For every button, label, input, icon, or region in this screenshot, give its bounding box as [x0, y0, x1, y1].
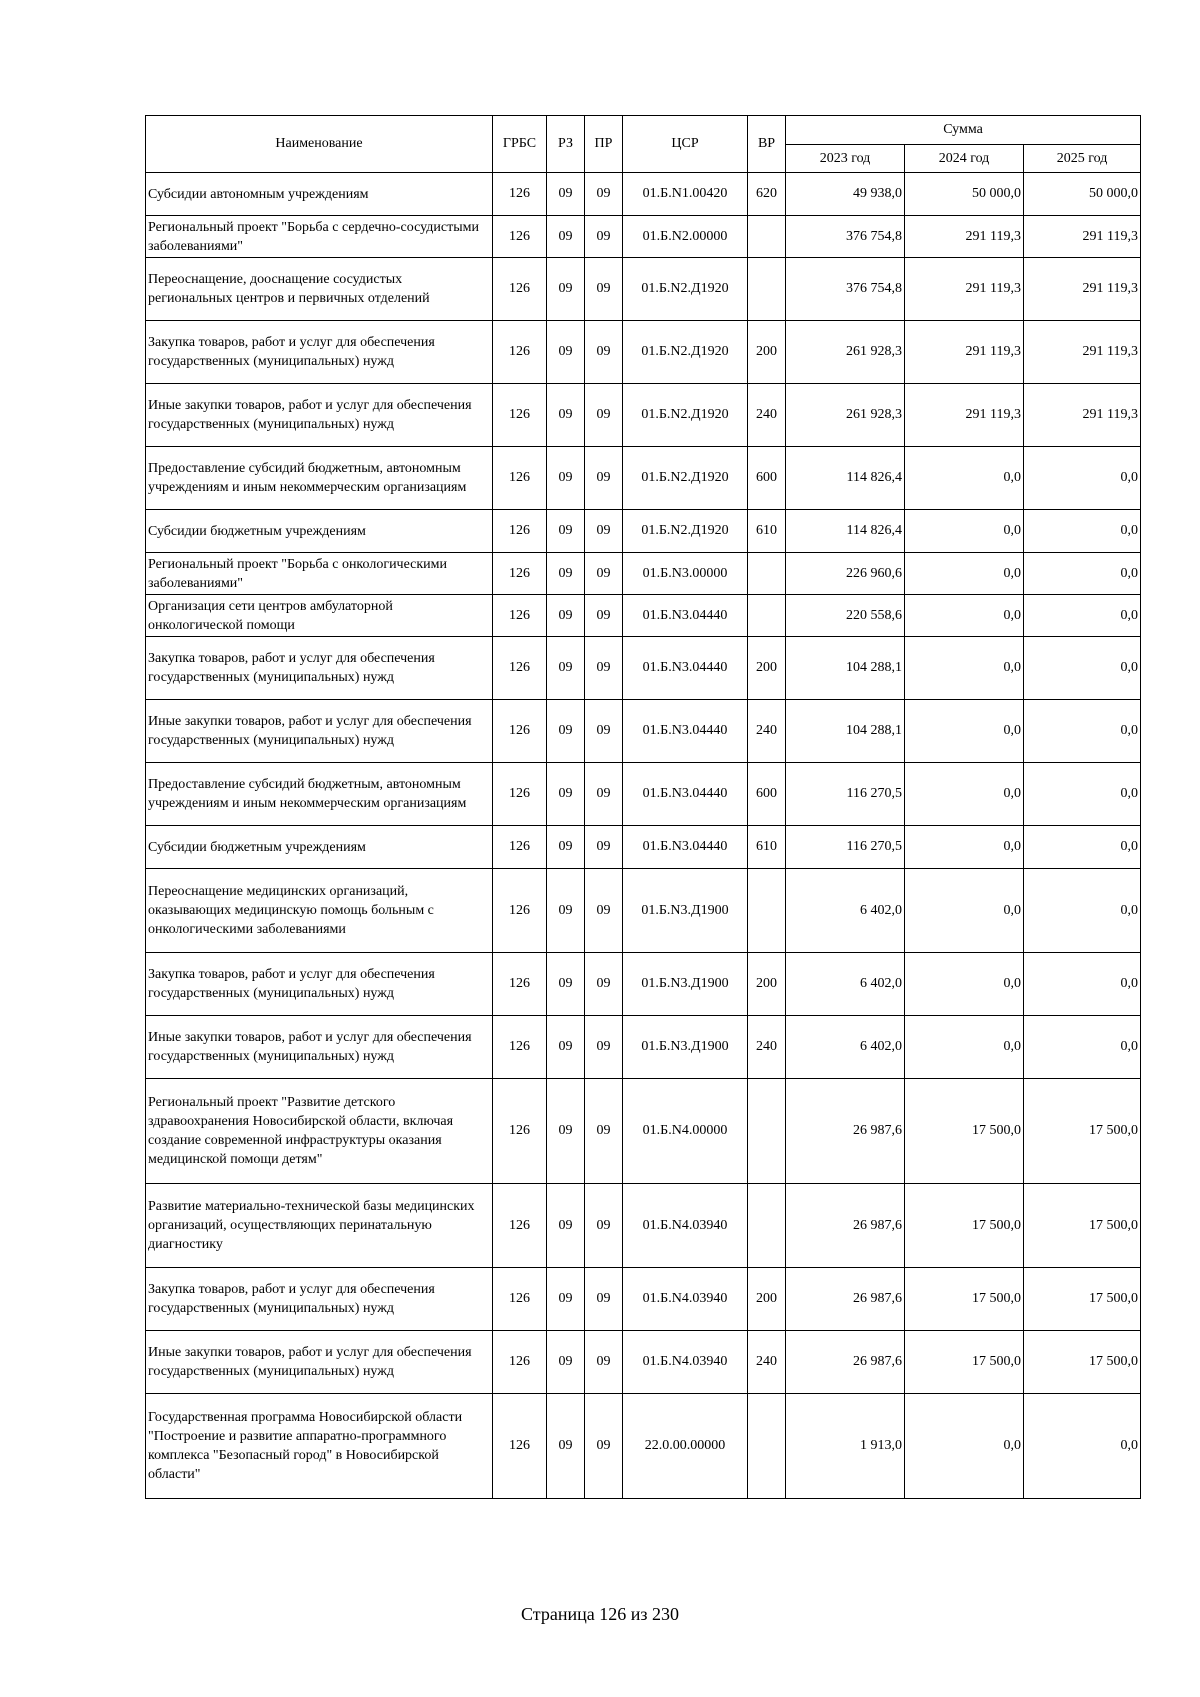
row-grbs: 126	[493, 1331, 547, 1394]
row-pr: 09	[585, 637, 623, 700]
row-vr: 240	[748, 700, 786, 763]
row-pr: 09	[585, 1394, 623, 1499]
row-name: Иные закупки товаров, работ и услуг для обеспечения государственных (муниципальных) нужд	[146, 700, 493, 763]
row-sum-2024: 17 500,0	[905, 1268, 1024, 1331]
row-sum-2023: 116 270,5	[786, 763, 905, 826]
header-sum: Сумма	[786, 116, 1141, 145]
row-grbs: 126	[493, 1268, 547, 1331]
row-sum-2025: 17 500,0	[1024, 1079, 1141, 1184]
row-pr: 09	[585, 447, 623, 510]
row-sum-2024: 0,0	[905, 1394, 1024, 1499]
header-name: Наименование	[146, 116, 493, 173]
table-row	[146, 1016, 1141, 1079]
page-number: Страница 126 из 230	[521, 1604, 679, 1624]
row-csr: 01.Б.N4.03940	[623, 1184, 748, 1268]
row-grbs: 126	[493, 321, 547, 384]
row-name: Закупка товаров, работ и услуг для обеспечения государственных (муниципальных) нужд	[146, 953, 493, 1016]
row-grbs: 126	[493, 1394, 547, 1499]
row-grbs: 126	[493, 869, 547, 953]
table-row	[146, 447, 1141, 510]
row-sum-2023: 261 928,3	[786, 321, 905, 384]
row-sum-2024: 0,0	[905, 953, 1024, 1016]
row-csr: 01.Б.N3.00000	[623, 553, 748, 595]
row-grbs: 126	[493, 258, 547, 321]
table-row	[146, 384, 1141, 447]
row-vr: 240	[748, 1016, 786, 1079]
row-csr: 01.Б.N2.Д1920	[623, 258, 748, 321]
row-sum-2023: 226 960,6	[786, 553, 905, 595]
row-csr: 01.Б.N3.04440	[623, 637, 748, 700]
row-sum-2024: 50 000,0	[905, 173, 1024, 216]
row-sum-2025: 291 119,3	[1024, 321, 1141, 384]
row-grbs: 126	[493, 700, 547, 763]
row-csr: 01.Б.N3.04440	[623, 700, 748, 763]
row-vr: 610	[748, 510, 786, 553]
row-sum-2025: 0,0	[1024, 1394, 1141, 1499]
row-grbs: 126	[493, 826, 547, 869]
row-csr: 01.Б.N3.Д1900	[623, 869, 748, 953]
row-rz: 09	[547, 384, 585, 447]
row-pr: 09	[585, 553, 623, 595]
row-name: Иные закупки товаров, работ и услуг для обеспечения государственных (муниципальных) нужд	[146, 1016, 493, 1079]
row-sum-2025: 17 500,0	[1024, 1184, 1141, 1268]
table-row	[146, 953, 1141, 1016]
row-sum-2024: 0,0	[905, 595, 1024, 637]
header-csr: ЦСР	[623, 116, 748, 173]
table-row	[146, 826, 1141, 869]
row-name: Переоснащение, дооснащение сосудистых региональных центров и первичных отделений	[146, 258, 493, 321]
row-sum-2024: 0,0	[905, 869, 1024, 953]
row-pr: 09	[585, 258, 623, 321]
row-rz: 09	[547, 1016, 585, 1079]
row-name: Субсидии автономным учреждениям	[146, 173, 493, 216]
row-rz: 09	[547, 1268, 585, 1331]
row-vr: 620	[748, 173, 786, 216]
row-sum-2024: 17 500,0	[905, 1184, 1024, 1268]
row-rz: 09	[547, 826, 585, 869]
row-sum-2023: 114 826,4	[786, 510, 905, 553]
row-csr: 01.Б.N3.04440	[623, 826, 748, 869]
row-pr: 09	[585, 321, 623, 384]
header-pr: ПР	[585, 116, 623, 173]
row-grbs: 126	[493, 216, 547, 258]
row-vr: 200	[748, 1268, 786, 1331]
row-csr: 01.Б.N1.00420	[623, 173, 748, 216]
row-vr: 200	[748, 637, 786, 700]
row-vr	[748, 1394, 786, 1499]
row-rz: 09	[547, 953, 585, 1016]
row-sum-2023: 104 288,1	[786, 637, 905, 700]
row-vr: 600	[748, 763, 786, 826]
row-csr: 01.Б.N3.04440	[623, 763, 748, 826]
row-pr: 09	[585, 1331, 623, 1394]
table-row	[146, 1331, 1141, 1394]
row-rz: 09	[547, 258, 585, 321]
table-row	[146, 216, 1141, 258]
row-rz: 09	[547, 553, 585, 595]
row-sum-2025: 50 000,0	[1024, 173, 1141, 216]
row-name: Предоставление субсидий бюджетным, автономным учреждениям и иным некоммерческим организациям	[146, 447, 493, 510]
row-sum-2024: 291 119,3	[905, 321, 1024, 384]
row-csr: 01.Б.N3.Д1900	[623, 1016, 748, 1079]
row-vr: 240	[748, 1331, 786, 1394]
row-grbs: 126	[493, 1184, 547, 1268]
row-vr: 600	[748, 447, 786, 510]
row-sum-2023: 220 558,6	[786, 595, 905, 637]
row-sum-2024: 0,0	[905, 637, 1024, 700]
row-sum-2023: 6 402,0	[786, 953, 905, 1016]
row-csr: 01.Б.N2.00000	[623, 216, 748, 258]
row-csr: 01.Б.N2.Д1920	[623, 384, 748, 447]
row-csr: 22.0.00.00000	[623, 1394, 748, 1499]
row-sum-2025: 0,0	[1024, 1016, 1141, 1079]
row-pr: 09	[585, 1184, 623, 1268]
table-row	[146, 173, 1141, 216]
row-rz: 09	[547, 1394, 585, 1499]
row-sum-2025: 0,0	[1024, 595, 1141, 637]
header-vr: ВР	[748, 116, 786, 173]
row-vr: 200	[748, 321, 786, 384]
row-rz: 09	[547, 216, 585, 258]
row-csr: 01.Б.N3.Д1900	[623, 953, 748, 1016]
row-name: Региональный проект "Борьба с онкологическими заболеваниями"	[146, 553, 493, 595]
row-grbs: 126	[493, 173, 547, 216]
row-grbs: 126	[493, 553, 547, 595]
row-grbs: 126	[493, 1016, 547, 1079]
row-grbs: 126	[493, 763, 547, 826]
row-sum-2024: 0,0	[905, 1016, 1024, 1079]
row-sum-2024: 0,0	[905, 700, 1024, 763]
row-csr: 01.Б.N4.00000	[623, 1079, 748, 1184]
row-grbs: 126	[493, 510, 547, 553]
row-name: Предоставление субсидий бюджетным, автономным учреждениям и иным некоммерческим организациям	[146, 763, 493, 826]
row-pr: 09	[585, 953, 623, 1016]
row-sum-2023: 6 402,0	[786, 1016, 905, 1079]
row-vr	[748, 1079, 786, 1184]
row-csr: 01.Б.N2.Д1920	[623, 447, 748, 510]
row-rz: 09	[547, 447, 585, 510]
row-rz: 09	[547, 700, 585, 763]
table-row	[146, 763, 1141, 826]
table-row	[146, 869, 1141, 953]
row-sum-2023: 26 987,6	[786, 1184, 905, 1268]
row-sum-2023: 261 928,3	[786, 384, 905, 447]
row-sum-2025: 291 119,3	[1024, 384, 1141, 447]
row-sum-2023: 376 754,8	[786, 216, 905, 258]
row-vr	[748, 553, 786, 595]
row-name: Переоснащение медицинских организаций, оказывающих медицинскую помощь больным с онкологическими заболеваниями	[146, 869, 493, 953]
row-grbs: 126	[493, 1079, 547, 1184]
row-rz: 09	[547, 173, 585, 216]
row-sum-2023: 376 754,8	[786, 258, 905, 321]
row-sum-2024: 0,0	[905, 553, 1024, 595]
row-pr: 09	[585, 700, 623, 763]
row-rz: 09	[547, 1184, 585, 1268]
table-row	[146, 1268, 1141, 1331]
row-vr: 610	[748, 826, 786, 869]
row-csr: 01.Б.N2.Д1920	[623, 321, 748, 384]
row-sum-2023: 6 402,0	[786, 869, 905, 953]
row-sum-2025: 0,0	[1024, 869, 1141, 953]
row-rz: 09	[547, 321, 585, 384]
row-sum-2024: 291 119,3	[905, 258, 1024, 321]
row-grbs: 126	[493, 953, 547, 1016]
row-sum-2025: 291 119,3	[1024, 216, 1141, 258]
row-sum-2025: 0,0	[1024, 826, 1141, 869]
table-row	[146, 637, 1141, 700]
row-sum-2025: 17 500,0	[1024, 1268, 1141, 1331]
row-sum-2023: 114 826,4	[786, 447, 905, 510]
row-rz: 09	[547, 637, 585, 700]
row-grbs: 126	[493, 447, 547, 510]
row-name: Иные закупки товаров, работ и услуг для обеспечения государственных (муниципальных) нужд	[146, 1331, 493, 1394]
row-pr: 09	[585, 1016, 623, 1079]
header-grbs: ГРБС	[493, 116, 547, 173]
row-sum-2025: 0,0	[1024, 763, 1141, 826]
row-name: Субсидии бюджетным учреждениям	[146, 826, 493, 869]
row-sum-2024: 0,0	[905, 763, 1024, 826]
row-sum-2025: 0,0	[1024, 553, 1141, 595]
row-pr: 09	[585, 510, 623, 553]
row-sum-2024: 0,0	[905, 447, 1024, 510]
table-row	[146, 1079, 1141, 1184]
row-sum-2023: 26 987,6	[786, 1079, 905, 1184]
header-row-top	[146, 116, 1141, 145]
budget-table	[145, 115, 1141, 1499]
table-row	[146, 321, 1141, 384]
row-name: Региональный проект "Развитие детского здравоохранения Новосибирской области, включая создание современной инфраструктуры оказания медицинской помощи детям"	[146, 1079, 493, 1184]
row-sum-2024: 17 500,0	[905, 1331, 1024, 1394]
row-sum-2024: 17 500,0	[905, 1079, 1024, 1184]
table-body	[146, 173, 1141, 1499]
header-year-2023: 2023 год	[786, 145, 905, 173]
row-sum-2024: 291 119,3	[905, 216, 1024, 258]
row-sum-2023: 116 270,5	[786, 826, 905, 869]
row-pr: 09	[585, 216, 623, 258]
row-sum-2024: 0,0	[905, 826, 1024, 869]
table-row	[146, 1394, 1141, 1499]
row-sum-2023: 1 913,0	[786, 1394, 905, 1499]
row-name: Иные закупки товаров, работ и услуг для обеспечения государственных (муниципальных) нужд	[146, 384, 493, 447]
row-rz: 09	[547, 595, 585, 637]
header-rz: РЗ	[547, 116, 585, 173]
table-row	[146, 553, 1141, 595]
row-pr: 09	[585, 1079, 623, 1184]
row-rz: 09	[547, 1331, 585, 1394]
row-pr: 09	[585, 826, 623, 869]
row-grbs: 126	[493, 384, 547, 447]
table-row	[146, 700, 1141, 763]
row-name: Субсидии бюджетным учреждениям	[146, 510, 493, 553]
header-year-2024: 2024 год	[905, 145, 1024, 173]
header-year-2025: 2025 год	[1024, 145, 1141, 173]
row-pr: 09	[585, 869, 623, 953]
row-name: Закупка товаров, работ и услуг для обеспечения государственных (муниципальных) нужд	[146, 1268, 493, 1331]
row-name: Закупка товаров, работ и услуг для обеспечения государственных (муниципальных) нужд	[146, 321, 493, 384]
row-csr: 01.Б.N3.04440	[623, 595, 748, 637]
row-rz: 09	[547, 1079, 585, 1184]
table-row	[146, 258, 1141, 321]
row-sum-2023: 49 938,0	[786, 173, 905, 216]
row-sum-2023: 26 987,6	[786, 1268, 905, 1331]
row-sum-2023: 104 288,1	[786, 700, 905, 763]
row-vr	[748, 216, 786, 258]
row-name: Государственная программа Новосибирской области "Построение и развитие аппаратно-программного комплекса "Безопасный город" в Новосибирской области"	[146, 1394, 493, 1499]
row-pr: 09	[585, 763, 623, 826]
row-sum-2025: 0,0	[1024, 700, 1141, 763]
row-vr: 240	[748, 384, 786, 447]
row-vr	[748, 1184, 786, 1268]
row-vr	[748, 869, 786, 953]
row-grbs: 126	[493, 637, 547, 700]
row-vr: 200	[748, 953, 786, 1016]
row-pr: 09	[585, 173, 623, 216]
row-sum-2025: 0,0	[1024, 637, 1141, 700]
row-rz: 09	[547, 869, 585, 953]
row-sum-2023: 26 987,6	[786, 1331, 905, 1394]
row-sum-2025: 0,0	[1024, 953, 1141, 1016]
row-name: Закупка товаров, работ и услуг для обеспечения государственных (муниципальных) нужд	[146, 637, 493, 700]
row-name: Региональный проект "Борьба с сердечно-сосудистыми заболеваниями"	[146, 216, 493, 258]
row-grbs: 126	[493, 595, 547, 637]
row-vr	[748, 595, 786, 637]
row-rz: 09	[547, 510, 585, 553]
row-sum-2025: 0,0	[1024, 510, 1141, 553]
row-sum-2024: 291 119,3	[905, 384, 1024, 447]
row-pr: 09	[585, 595, 623, 637]
row-pr: 09	[585, 384, 623, 447]
row-sum-2024: 0,0	[905, 510, 1024, 553]
row-rz: 09	[547, 763, 585, 826]
row-pr: 09	[585, 1268, 623, 1331]
table-row	[146, 510, 1141, 553]
row-vr	[748, 258, 786, 321]
row-sum-2025: 291 119,3	[1024, 258, 1141, 321]
table-row	[146, 1184, 1141, 1268]
row-name: Организация сети центров амбулаторной онкологической помощи	[146, 595, 493, 637]
row-name: Развитие материально-технической базы медицинских организаций, осуществляющих перинатальную диагностику	[146, 1184, 493, 1268]
row-sum-2025: 17 500,0	[1024, 1331, 1141, 1394]
table-row	[146, 595, 1141, 637]
row-csr: 01.Б.N2.Д1920	[623, 510, 748, 553]
row-csr: 01.Б.N4.03940	[623, 1268, 748, 1331]
row-sum-2025: 0,0	[1024, 447, 1141, 510]
row-csr: 01.Б.N4.03940	[623, 1331, 748, 1394]
